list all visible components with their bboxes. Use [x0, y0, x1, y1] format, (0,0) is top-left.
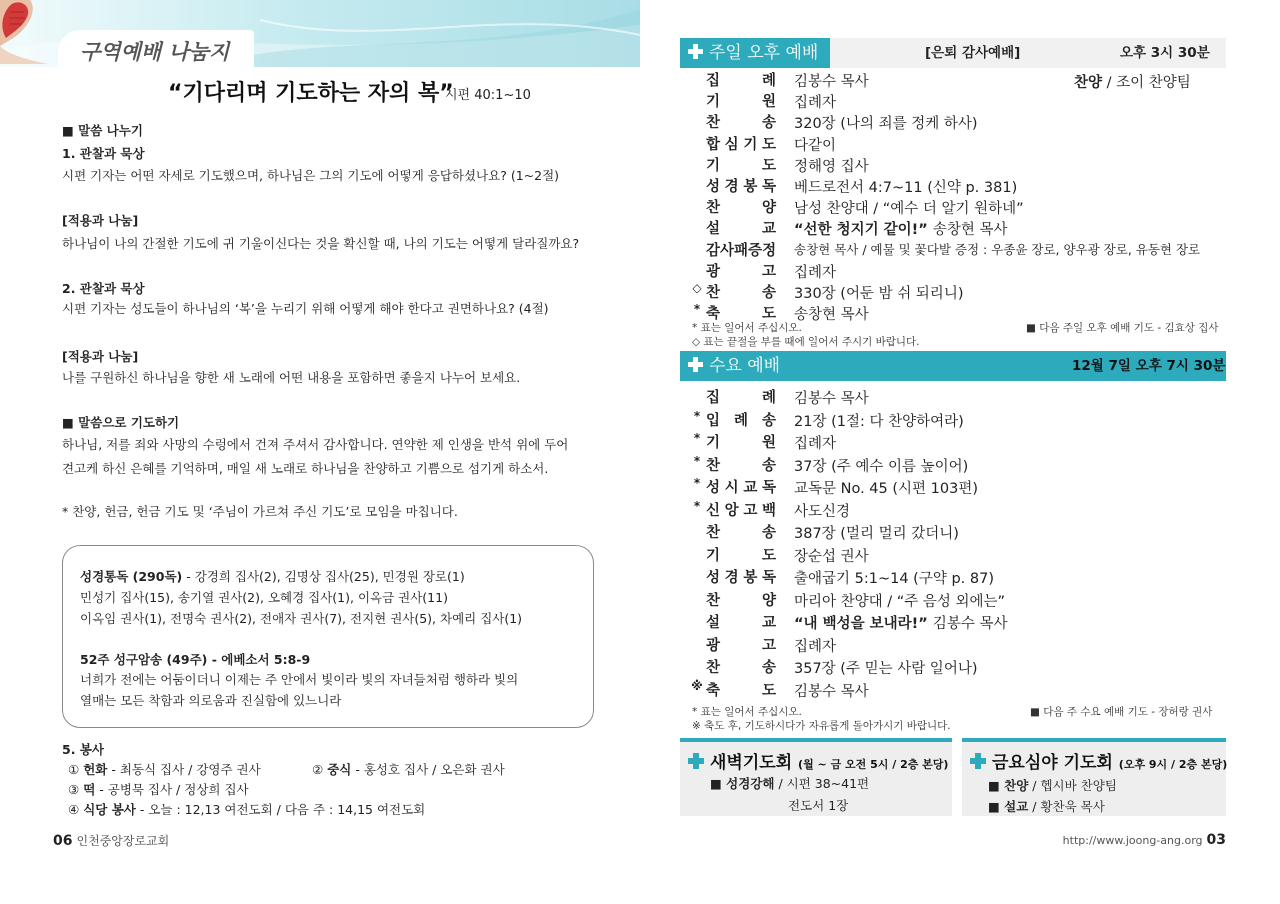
- order-value-text: 집례자: [794, 264, 837, 281]
- order-label-text: 찬 송: [706, 115, 776, 132]
- order-label-text: 찬 양: [706, 592, 776, 609]
- order-value-text: 집례자: [794, 95, 837, 112]
- order-label: [690, 521, 780, 543]
- order-value: [794, 176, 1017, 197]
- order-value-text: 330장 (어둔 밤 쉬 되리니): [794, 286, 964, 302]
- order-label: [690, 260, 780, 282]
- reading-names: 이옥임 권사(1), 전명숙 권사(2), 전애자 권사(7), 전지현 권사(5), 차예리 집사(1): [80, 611, 523, 626]
- order-label: [690, 239, 780, 261]
- order-value-text: 김봉수 목사: [932, 616, 1008, 632]
- dawn-prayer-line: [710, 774, 869, 792]
- heart-hands-icon: [0, 0, 60, 64]
- service-value: - 오늘 : 12,13 여전도회 / 다음 주 : 14,15 여전도회: [135, 802, 426, 817]
- order-label: [690, 544, 780, 566]
- sermon-title: “기다리며 기도하는 자의 복”: [168, 81, 454, 106]
- memory-verse-line: 열매는 모든 착함과 의로움과 진실함에 있느니라: [80, 693, 342, 708]
- order-label-text: 기 도: [706, 157, 776, 174]
- order-value: [794, 303, 869, 324]
- order-value-text: 다같이: [794, 137, 837, 154]
- order-mark: ◇: [692, 281, 702, 295]
- service-number: ②: [312, 762, 324, 777]
- dawn-prayer-schedule: (월 ~ 금 오전 5시 / 2층 본당): [798, 758, 949, 771]
- apply-text: 나를 구원하신 하나님을 향한 새 노래에 어떤 내용을 포함하면 좋을지 나누어 보세요.: [62, 370, 521, 385]
- service-label: 중식: [327, 762, 352, 777]
- cross-icon: [688, 357, 703, 372]
- order-value: [794, 134, 836, 155]
- dawn-value: / 시편 38~41편: [774, 776, 870, 791]
- order-label-text: 축 도: [706, 306, 776, 323]
- cross-icon: [970, 753, 986, 769]
- apply-heading: [적용과 나눔]: [62, 213, 139, 228]
- order-label: [690, 154, 780, 176]
- order-label-text: 성 시 교 독: [706, 480, 776, 496]
- wednesday-service-title: 수요 예배: [709, 356, 781, 376]
- order-label: [690, 634, 780, 656]
- friday-value: / 황찬욱 목사: [1028, 799, 1105, 814]
- order-value: [794, 261, 836, 282]
- order-label-text: 합 심 기 도: [706, 136, 776, 153]
- dawn-prayer-line: 전도서 1장: [788, 798, 849, 813]
- order-value: [794, 522, 959, 543]
- page-number: 06: [53, 833, 73, 849]
- sunday-service-subtitle: [은퇴 감사예배]: [925, 45, 1021, 61]
- order-label: [690, 476, 780, 498]
- prayer-text-line: 하나님, 저를 죄와 사망의 수렁에서 건져 주셔서 감사합니다. 연약한 제 인생을 반석 위에 두어: [62, 437, 569, 452]
- left-footer: [53, 832, 169, 849]
- wednesday-note: ※ 축도 후, 기도하시다가 자유롭게 돌아가시기 바랍니다.: [692, 720, 951, 732]
- order-value: [794, 657, 978, 678]
- order-label-text: 기 원: [706, 94, 776, 111]
- order-value: [794, 612, 1008, 633]
- service-label: 헌화: [83, 762, 108, 777]
- apply-text: 하나님이 나의 간절한 기도에 귀 기울이신다는 것을 확신할 때, 나의 기도는 어떻게 달라질까요?: [62, 236, 580, 251]
- order-value: [794, 218, 1008, 239]
- order-label: [690, 217, 780, 239]
- order-value-text: 387장 (멀리 멀리 갔더니): [794, 526, 959, 542]
- order-label: [690, 90, 780, 112]
- friday-prayer-box: [962, 738, 1226, 816]
- order-label-text: 축 도: [706, 682, 776, 699]
- order-label-text: 광 고: [706, 637, 776, 654]
- order-value-text: 37장 (주 예수 이름 높이어): [794, 458, 969, 475]
- order-label-text: 신 앙 고 백: [706, 502, 776, 519]
- sunday-note: ◇ 표는 끝절을 부를 때에 일어서 주시기 바랍니다.: [692, 336, 920, 348]
- question-heading: 2. 관찰과 묵상: [62, 281, 145, 296]
- order-label: [690, 589, 780, 611]
- order-value: [794, 590, 1005, 611]
- dawn-label: ■ 성경강해: [710, 776, 775, 791]
- reading-heading: 성경통독 (290독): [80, 569, 183, 584]
- order-label-text: 찬 송: [706, 660, 776, 676]
- order-value-text: 김봉수 목사: [794, 74, 869, 90]
- order-value: [794, 91, 836, 112]
- order-value-text: 송창현 목사: [932, 222, 1008, 239]
- sermon-reference: 시편 40:1~10: [445, 88, 531, 103]
- order-label-text: 찬 송: [706, 285, 776, 301]
- order-value: [794, 567, 994, 588]
- order-value-text: 김봉수 목사: [794, 683, 869, 700]
- order-mark: *: [693, 476, 701, 490]
- order-value-text: 출애굽기 5:1~14 (구약 p. 87): [794, 571, 994, 587]
- wednesday-note: * 표는 일어서 주십시오.: [692, 706, 802, 718]
- order-label-text: 광 고: [706, 263, 776, 280]
- order-label-text: 기 도: [706, 547, 776, 564]
- reading-names: - 강경희 집사(2), 김명상 집사(25), 민경원 장로(1): [182, 569, 465, 584]
- order-value: [794, 240, 1200, 258]
- order-mark: ※: [691, 678, 703, 693]
- question-heading: 1. 관찰과 묵상: [62, 146, 145, 161]
- order-label: [690, 454, 780, 476]
- order-value-text: 송창현 목사: [794, 307, 869, 324]
- order-value-text: 21장 (1절: 다 찬양하여라): [794, 413, 964, 430]
- service-number: ③: [68, 782, 80, 797]
- website-url: http://www.joong-ang.org: [1062, 834, 1203, 847]
- service-label: 떡: [83, 782, 96, 797]
- order-label: [690, 175, 780, 197]
- order-label-text: 설 교: [706, 615, 776, 631]
- order-value: [794, 635, 836, 656]
- order-label: [690, 133, 780, 155]
- order-value-text: 집례자: [794, 436, 837, 452]
- order-value-text: 남성 찬양대 / “예수 더 알기 원하네”: [794, 201, 1024, 218]
- sermon-title-quote: “내 백성을 보내라!”: [794, 616, 933, 632]
- service-item: [68, 800, 425, 818]
- order-label: [690, 499, 780, 521]
- order-value: [794, 155, 869, 176]
- order-label: [690, 386, 780, 408]
- sunday-service-time: 오후 3시 30분: [1120, 45, 1210, 61]
- friday-prayer-line: [988, 797, 1105, 815]
- section-heading: ■ 말씀 나누기: [62, 123, 143, 138]
- apply-heading: [적용과 나눔]: [62, 349, 139, 364]
- friday-prayer-schedule: (오후 9시 / 2층 본당): [1118, 758, 1228, 771]
- sermon-title-quote: “선한 청지기 같이!”: [794, 222, 933, 239]
- order-value: [794, 477, 978, 498]
- order-mark: *: [693, 453, 701, 468]
- page-number: 03: [1206, 832, 1226, 848]
- order-label-text: 집 례: [706, 390, 776, 406]
- closing-note: * 찬양, 헌금, 헌금 기도 및 ‘주님이 가르쳐 주신 기도’로 모임을 마칩니다.: [62, 504, 458, 519]
- order-value: [794, 680, 869, 701]
- friday-prayer-line: [988, 776, 1117, 794]
- order-value: [794, 70, 869, 91]
- reading-names: 민성기 집사(15), 송기열 권사(2), 오혜경 집사(1), 이옥금 권사(11): [80, 590, 448, 605]
- service-value: - 최동식 집사 / 강영주 권사: [107, 762, 261, 777]
- order-value-text: 320장 (나의 죄를 정케 하사): [794, 116, 978, 133]
- order-label: [690, 679, 780, 701]
- order-value-text: 송창현 목사 / 예물 및 꽃다발 증정 : 우종윤 장로, 양우광 장로, 유동현 장로: [794, 241, 1201, 257]
- order-value: [794, 197, 1024, 218]
- dawn-prayer-box: [680, 738, 952, 816]
- order-label-text: 집 례: [706, 73, 776, 89]
- right-footer: [1063, 832, 1226, 848]
- service-label: 식당 봉사: [83, 802, 136, 817]
- friday-label: ■ 설교: [988, 799, 1029, 814]
- church-name: 인천중앙장로교회: [76, 834, 170, 848]
- order-value: [794, 112, 978, 133]
- order-value: [794, 545, 869, 566]
- order-label-text: 설 교: [706, 221, 776, 238]
- order-label: [690, 111, 780, 133]
- sunday-service-header: [680, 38, 1226, 68]
- order-value-text: 김봉수 목사: [794, 391, 869, 407]
- sunday-service-title-bar: [680, 38, 830, 68]
- order-label-text: 기 원: [706, 435, 776, 451]
- reading-line: [80, 567, 465, 585]
- order-label-text: 찬 송: [706, 525, 776, 541]
- service-value: - 홍성호 집사 / 오은화 권사: [351, 762, 505, 777]
- order-label: [690, 409, 780, 431]
- order-value-text: 정해영 집사: [794, 158, 869, 175]
- order-value-text: 마리아 찬양대 / “주 음성 외에는”: [794, 593, 1006, 610]
- order-value-text: 집례자: [794, 638, 837, 655]
- section-tab-title: 구역예배 나눔지: [80, 40, 230, 64]
- question-text: 시편 기자는 어떤 자세로 기도했으며, 하나님은 그의 기도에 어떻게 응답하셨나요? (1~2절): [62, 168, 560, 183]
- order-value-text: 베드로전서 4:7~11 (신약 p. 381): [794, 180, 1018, 196]
- dawn-prayer-name: 새벽기도회: [710, 753, 793, 773]
- service-number: ①: [68, 762, 80, 777]
- praise-value: / 조이 찬양팀: [1102, 75, 1191, 91]
- memory-verse-heading: 52주 성구암송 (49주) - 에베소서 5:8-9: [80, 652, 311, 667]
- order-label: [690, 281, 780, 303]
- order-value: [794, 387, 869, 408]
- friday-prayer-name: 금요심야 기도회: [992, 753, 1113, 773]
- service-value: - 공병묵 집사 / 정상희 집사: [95, 782, 249, 797]
- order-label-text: 감 사 패 증 정: [706, 242, 777, 259]
- praise-label: 찬양: [1074, 75, 1103, 91]
- prayer-text-line: 견고케 하신 은혜를 기억하며, 매일 새 노래로 하나님을 찬양하고 기쁨으로 섬기게 하소서.: [62, 461, 549, 476]
- wednesday-service-time: 12월 7일 오후 7시 30분: [1072, 358, 1226, 374]
- order-label: [690, 656, 780, 678]
- order-mark: *: [693, 431, 701, 445]
- friday-label: ■ 찬양: [988, 778, 1029, 793]
- order-label: [690, 611, 780, 633]
- order-value: [794, 432, 836, 453]
- order-value: [794, 455, 968, 476]
- order-value: [794, 500, 850, 521]
- cross-icon: [688, 44, 703, 59]
- order-label: [690, 566, 780, 588]
- order-value: [794, 410, 964, 431]
- friday-prayer-title: [970, 748, 1227, 773]
- order-value-text: 장순섭 권사: [794, 548, 869, 565]
- service-item: [68, 760, 261, 778]
- order-value: [794, 282, 963, 303]
- order-label-text: 찬 송: [706, 457, 776, 474]
- question-text: 시편 기자는 성도들이 하나님의 ‘복’을 누리기 위해 어떻게 해야 한다고 권면하나요? (4절): [62, 301, 549, 316]
- order-label-text: 성 경 봉 독: [706, 179, 776, 195]
- service-item: [68, 780, 249, 798]
- order-label: [690, 431, 780, 453]
- order-value-text: 교독문 No. 45 (시편 103편): [794, 481, 978, 497]
- order-label: [690, 196, 780, 218]
- order-label-text: 성 경 봉 독: [706, 570, 776, 586]
- service-number: ④: [68, 802, 80, 817]
- order-mark: *: [693, 408, 701, 423]
- prayer-heading: ■ 말씀으로 기도하기: [62, 415, 180, 430]
- wednesday-next-prayer-note: ■ 다음 주 수요 예배 기도 - 장허랑 권사: [1030, 706, 1213, 718]
- sunday-praise-team: [1074, 71, 1191, 92]
- service-item: [312, 760, 505, 778]
- sunday-next-prayer-note: ■ 다음 주일 오후 예배 기도 - 김효상 집사: [1026, 322, 1219, 334]
- sunday-service-title: 주일 오후 예배: [709, 43, 819, 63]
- order-label: [690, 69, 780, 91]
- friday-value: / 헵시바 찬양팀: [1028, 778, 1117, 793]
- order-mark: *: [693, 498, 701, 513]
- cross-icon: [688, 753, 704, 769]
- dawn-prayer-title: [688, 748, 948, 773]
- order-label-text: 찬 양: [706, 200, 776, 217]
- wednesday-service-header: [680, 351, 1226, 381]
- order-value-text: 357장 (주 믿는 사람 일어나): [794, 661, 978, 677]
- memory-verse-line: 너희가 전에는 어둠이더니 이제는 주 안에서 빛이라 빛의 자녀들처럼 행하라 빛의: [80, 672, 519, 687]
- order-label-text: 입 례 송: [706, 412, 776, 429]
- order-value-text: 사도신경: [794, 503, 851, 520]
- order-mark: *: [693, 302, 701, 317]
- service-heading: 5. 봉사: [62, 742, 104, 757]
- sunday-note: * 표는 일어서 주십시오.: [692, 322, 802, 334]
